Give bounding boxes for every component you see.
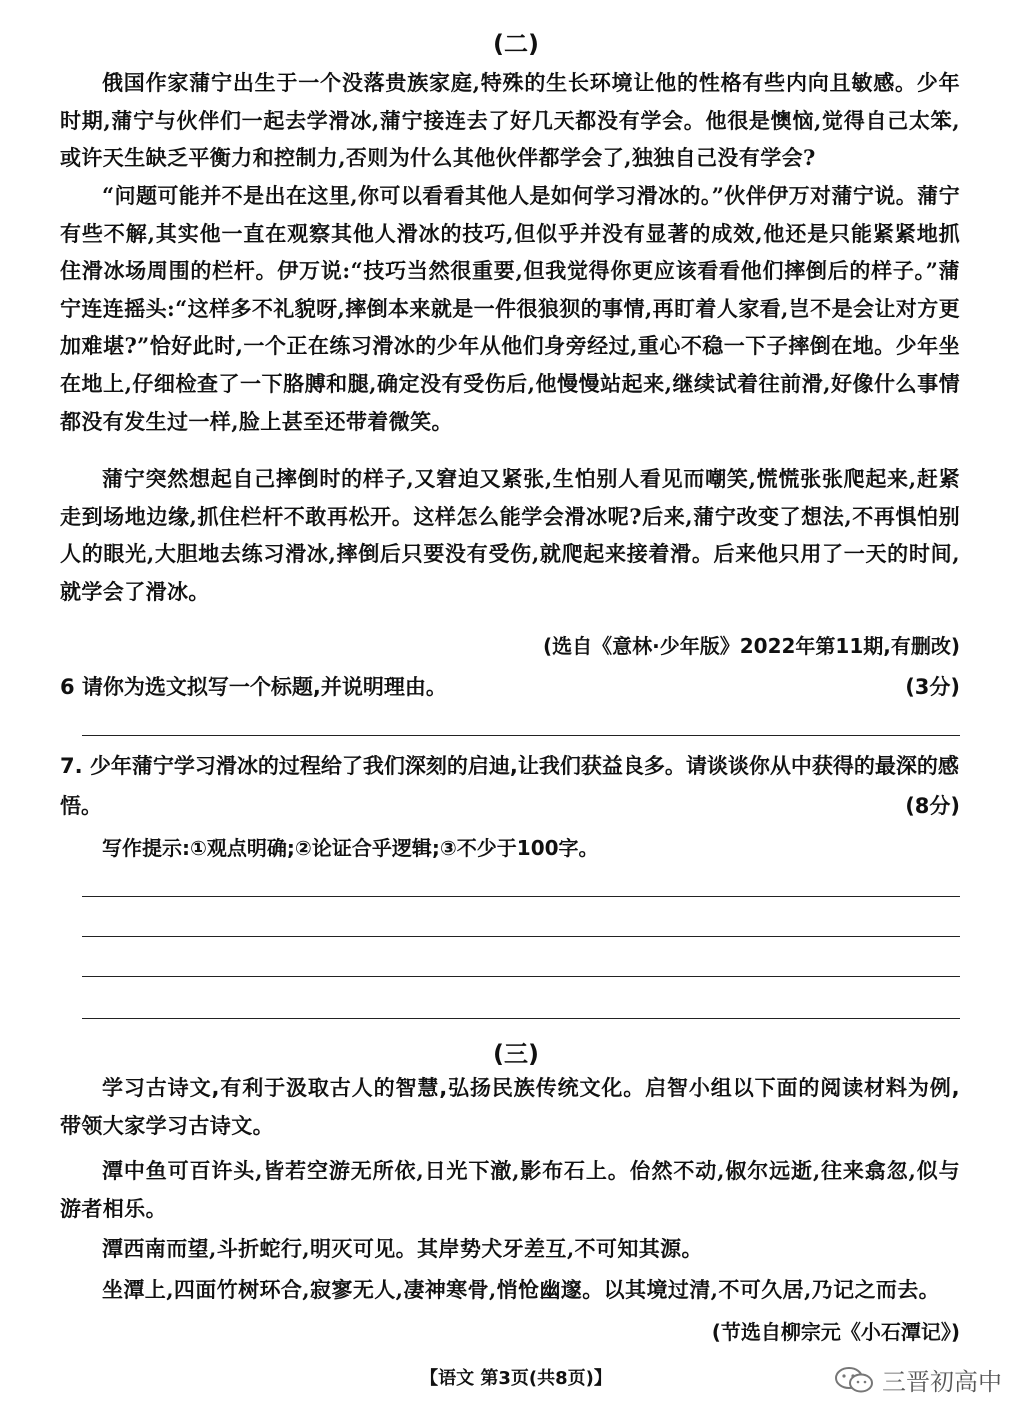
question-7-text: 7. 少年蒲宁学习滑冰的过程给了我们深刻的启迪,让我们获益良多。请谈谈你从中获得的最深的感悟。	[60, 754, 959, 818]
section-three-intro: 学习古诗文,有利于汲取古人的智慧,弘扬民族传统文化。启智小组以下面的阅读材料为例,带领大家学习古诗文。	[60, 1076, 960, 1138]
question-6-score: (3分)	[905, 675, 960, 699]
answer-line-q7-3	[82, 976, 960, 977]
question-7	[60, 746, 960, 826]
passage-source: (选自《意林·少年版》2022年第11期,有删改)	[543, 634, 960, 658]
answer-line-q6	[82, 735, 960, 736]
question-6-text: 6 请你为选文拟写一个标题,并说明理由。	[60, 675, 447, 699]
answer-line-q7-1	[82, 896, 960, 897]
section-two-title: (二)	[493, 30, 539, 58]
passage-paragraph-3: 蒲宁突然想起自己摔倒时的样子,又窘迫又紧张,生怕别人看见而嘲笑,慌慌张张爬起来,赶紧走到场地边缘,抓住栏杆不敢再松开。这样怎么能学会滑冰呢?后来,蒲宁改变了想法,不再惧怕别人的眼光,大胆地去练习滑冰,摔倒后只要没有受伤,就爬起来接着滑。后来他只用了一天的时间,就学会了滑冰。	[60, 466, 960, 604]
answer-line-q7-2	[82, 936, 960, 937]
passage-paragraph-2: “问题可能并不是出在这里,你可以看看其他人是如何学习滑冰的。”伙伴伊万对蒲宁说。蒲宁有些不解,其实他一直在观察其他人滑冰的技巧,但似乎并没有显著的成效,他还是只能紧紧地抓住滑冰场周围的栏杆。伊万说:“技巧当然很重要,但我觉得你更应该看看他们摔倒后的样子。”蒲宁连连摇头:“这样多不礼貌呀,摔倒本来就是一件很狼狈的事情,再盯着人家看,岂不是会让对方更加难堪?”恰好此时,一个正在练习滑冰的少年从他们身旁经过,重心不稳一下子摔倒在地。少年坐在地上,仔细检查了一下胳膊和腿,确定没有受伤后,他慢慢站起来,继续试着往前滑,好像什么事情都没有发生过一样,脸上甚至还带着微笑。	[60, 183, 960, 434]
section-three-title: (三)	[493, 1040, 539, 1068]
classical-paragraph-2: 潭西南而望,斗折蛇行,明灭可见。其岸势犬牙差互,不可知其源。	[102, 1236, 703, 1261]
classical-paragraph-1: 潭中鱼可百许头,皆若空游无所依,日光下澈,影布石上。佁然不动,俶尔远逝,往来翕忽,似与游者相乐。	[60, 1158, 960, 1221]
classical-paragraph-3: 坐潭上,四面竹树环合,寂寥无人,凄神寒骨,悄怆幽邃。以其境过清,不可久居,乃记之而去。	[102, 1277, 941, 1302]
page-footer: 【语文 第3页(共8页)】	[420, 1368, 612, 1389]
watermark	[834, 1362, 1002, 1397]
wechat-icon	[834, 1366, 874, 1394]
watermark-text: 三晋初高中	[882, 1368, 1002, 1396]
passage-paragraph-1: 俄国作家蒲宁出生于一个没落贵族家庭,特殊的生长环境让他的性格有些内向且敏感。少年时期,蒲宁与伙伴们一起去学滑冰,蒲宁接连去了好几天都没有学会。他很是懊恼,觉得自己太笨,或许天生缺乏平衡力和控制力,否则为什么其他伙伴都学会了,独独自己没有学会?	[60, 70, 960, 171]
question-7-score: (8分)	[905, 794, 960, 818]
classical-source: (节选自柳宗元《小石潭记》)	[711, 1320, 960, 1344]
writing-tip: 写作提示:①观点明确;②论证合乎逻辑;③不少于100字。	[102, 836, 599, 860]
answer-line-q7-4	[82, 1018, 960, 1019]
question-6	[60, 667, 960, 707]
